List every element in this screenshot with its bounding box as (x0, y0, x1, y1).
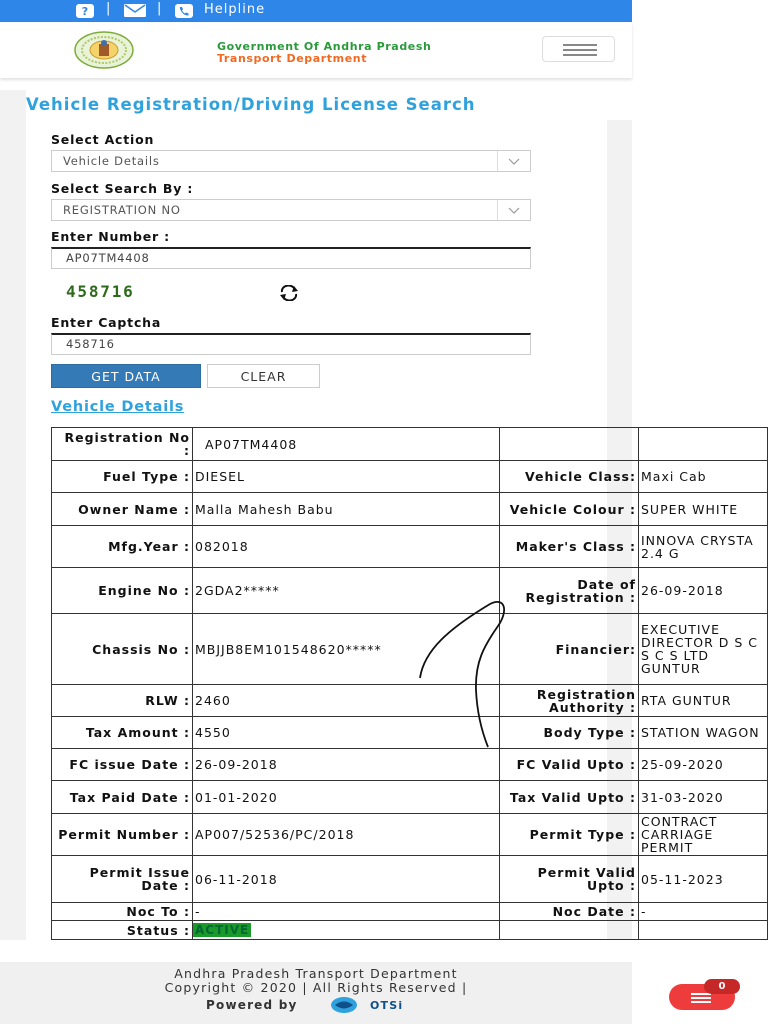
search-by-label: Select Search By : (51, 181, 194, 196)
permit-valid-upto-label: Permit Valid Upto : (500, 856, 639, 903)
fuel-type-value: DIESEL (193, 461, 500, 493)
permit-valid-upto-value: 05-11-2023 (639, 856, 768, 903)
gov-title: Government Of Andhra Pradesh (217, 40, 432, 53)
table-row (52, 526, 768, 568)
body-type-label: Body Type : (500, 717, 639, 749)
select-action-dropdown[interactable] (51, 150, 531, 172)
fc-issue-date-label: FC issue Date : (52, 749, 193, 781)
registration-number-input[interactable]: AP07TM4408 (51, 247, 531, 269)
enter-number-label: Enter Number : (51, 229, 170, 244)
search-by-value: REGISTRATION NO (63, 203, 181, 217)
vehicle-details-table (51, 427, 768, 940)
menu-line (563, 49, 597, 51)
reg-no-label: Registration No : (52, 428, 193, 461)
table-row (52, 781, 768, 814)
chevron-down-icon (497, 151, 530, 171)
search-by-dropdown[interactable] (51, 199, 531, 221)
owner-name-label: Owner Name : (52, 493, 193, 526)
empty-cell (639, 921, 768, 940)
mail-icon[interactable] (124, 3, 146, 18)
table-row (52, 461, 768, 493)
rlw-label: RLW : (52, 685, 193, 717)
footer-copyright: Copyright © 2020 | All Rights Reserved | (164, 980, 468, 995)
ap-emblem-logo[interactable] (74, 31, 134, 69)
fuel-type-label: Fuel Type : (52, 461, 193, 493)
separator: | (106, 1, 111, 16)
menu-line (563, 54, 597, 56)
table-row (52, 921, 768, 940)
hamburger-menu-button[interactable] (542, 36, 615, 62)
tax-amount-value: 4550 (193, 717, 500, 749)
captcha-image: 458716 (66, 282, 135, 301)
makers-class-value: INNOVA CRYSTA 2.4 G (639, 526, 768, 568)
permit-number-label: Permit Number : (52, 814, 193, 856)
page-footer (0, 962, 632, 1024)
registration-authority-value: RTA GUNTUR (639, 685, 768, 717)
table-row (52, 685, 768, 717)
status-label: Status : (52, 921, 193, 940)
notification-badge: 0 (704, 979, 740, 994)
get-data-button[interactable]: GET DATA (51, 364, 201, 388)
rlw-value: 2460 (193, 685, 500, 717)
engine-no-value: 2GDA2***** (193, 568, 500, 614)
chassis-no-label: Chassis No : (52, 614, 193, 685)
clear-button[interactable]: CLEAR (207, 364, 320, 388)
enter-captcha-label: Enter Captcha (51, 315, 162, 330)
body-type-value: STATION WAGON (639, 717, 768, 749)
refresh-captcha-icon[interactable] (278, 285, 300, 301)
page-background-left (0, 90, 26, 940)
chevron-down-icon (497, 200, 530, 220)
footer-department: Andhra Pradesh Transport Department (174, 966, 458, 981)
permit-type-value: CONTRACT CARRIAGE PERMIT (639, 814, 768, 856)
menu-line (563, 44, 597, 46)
vehicle-class-label: Vehicle Class: (500, 461, 639, 493)
tax-amount-label: Tax Amount : (52, 717, 193, 749)
phone-icon[interactable] (175, 3, 193, 18)
tax-paid-date-label: Tax Paid Date : (52, 781, 193, 814)
mfg-year-value: 082018 (193, 526, 500, 568)
page-title: Vehicle Registration/Driving License Search (26, 95, 476, 114)
tax-paid-date-value: 01-01-2020 (193, 781, 500, 814)
vehicle-colour-label: Vehicle Colour : (500, 493, 639, 526)
help-icon[interactable] (76, 3, 94, 18)
fc-valid-upto-value: 25-09-2020 (639, 749, 768, 781)
footer-powered-by: Powered by (206, 998, 298, 1012)
table-row (52, 856, 768, 903)
table-row (52, 903, 768, 921)
vehicle-class-value: Maxi Cab (639, 461, 768, 493)
otsi-logo[interactable] (330, 996, 426, 1014)
table-row (52, 568, 768, 614)
permit-type-label: Permit Type : (500, 814, 639, 856)
tax-valid-upto-label: Tax Valid Upto : (500, 781, 639, 814)
svg-text:OTSi: OTSi (370, 999, 404, 1012)
date-of-registration-label: Date of Registration : (500, 568, 639, 614)
department-subtitle: Transport Department (217, 52, 368, 65)
separator: | (157, 1, 162, 16)
vehicle-details-link[interactable]: Vehicle Details (51, 399, 185, 415)
noc-to-label: Noc To : (52, 903, 193, 921)
noc-date-label: Noc Date : (500, 903, 639, 921)
permit-number-value: AP007/52536/PC/2018 (193, 814, 500, 856)
date-of-registration-value: 26-09-2018 (639, 568, 768, 614)
makers-class-label: Maker's Class : (500, 526, 639, 568)
table-row (52, 814, 768, 856)
table-row (52, 493, 768, 526)
helpline-link[interactable]: Helpline (204, 2, 266, 17)
captcha-input[interactable]: 458716 (51, 333, 531, 355)
empty-cell (500, 428, 639, 461)
fc-valid-upto-label: FC Valid Upto : (500, 749, 639, 781)
status-badge: ACTIVE (195, 923, 250, 937)
table-row (52, 428, 768, 461)
noc-date-value: - (639, 903, 768, 921)
site-header (0, 22, 632, 78)
engine-no-label: Engine No : (52, 568, 193, 614)
permit-issue-date-label: Permit Issue Date : (52, 856, 193, 903)
mfg-year-label: Mfg.Year : (52, 526, 193, 568)
vehicle-colour-value: SUPER WHITE (639, 493, 768, 526)
svg-text:?: ? (81, 4, 89, 18)
table-row (52, 614, 768, 685)
top-bar (0, 0, 632, 22)
table-row (52, 717, 768, 749)
owner-name-value: Malla Mahesh Babu (193, 493, 500, 526)
chassis-no-value: MBJJB8EM101548620***** (193, 614, 500, 685)
select-action-label: Select Action (51, 132, 155, 147)
permit-issue-date-value: 06-11-2018 (193, 856, 500, 903)
registration-authority-label: Registration Authority : (500, 685, 639, 717)
financier-value: EXECUTIVE DIRECTOR D S C S C S LTD GUNTUR (639, 614, 768, 685)
reg-no-value: AP07TM4408 (193, 428, 500, 461)
financier-label: Financier: (500, 614, 639, 685)
fc-issue-date-value: 26-09-2018 (193, 749, 500, 781)
tax-valid-upto-value: 31-03-2020 (639, 781, 768, 814)
table-row (52, 749, 768, 781)
empty-cell (500, 921, 639, 940)
noc-to-value: - (193, 903, 500, 921)
empty-cell (639, 428, 768, 461)
status-cell (193, 921, 500, 940)
select-action-value: Vehicle Details (63, 154, 160, 168)
